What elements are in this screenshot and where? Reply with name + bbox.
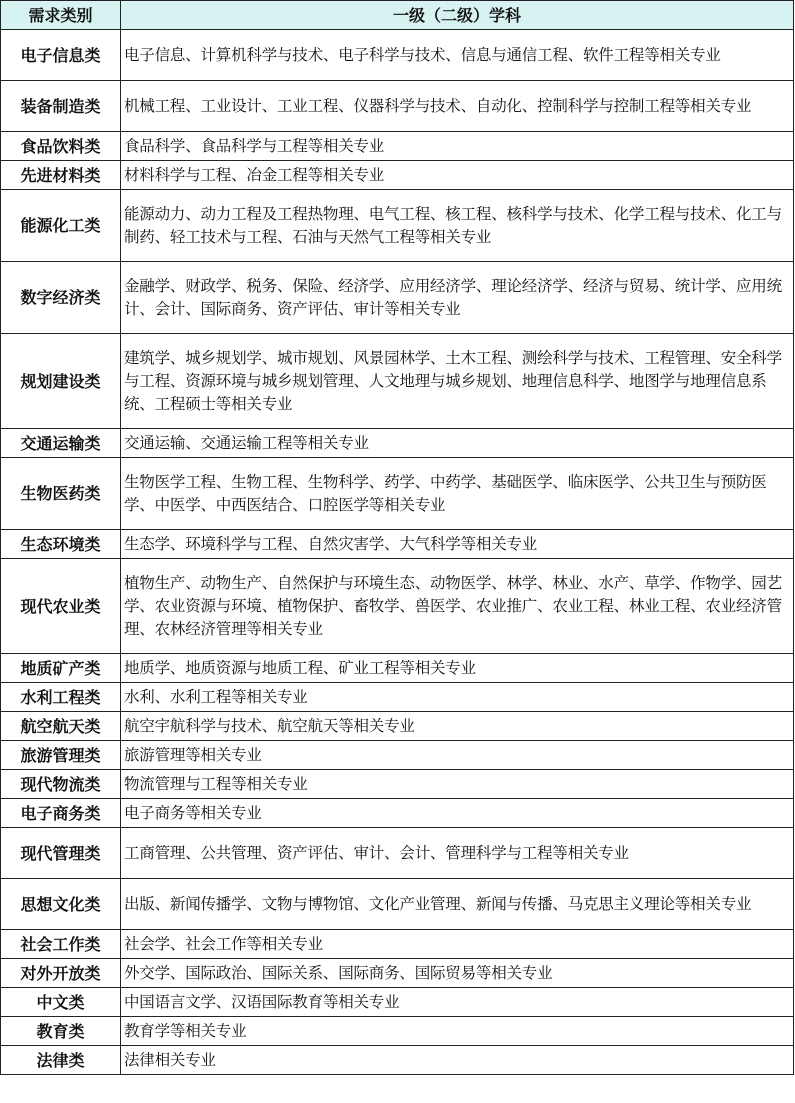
table-row: [1, 458, 794, 530]
category-cell: 食品饮料类: [1, 132, 121, 161]
category-cell: 中文类: [1, 988, 121, 1017]
table-row: [1, 190, 794, 262]
table-row: [1, 559, 794, 654]
table-row: [1, 262, 794, 334]
subjects-cell: 植物生产、动物生产、自然保护与环境生态、动物医学、林学、林业、水产、草学、作物学、园艺学、农业资源与环境、植物保护、畜牧学、兽医学、农业推广、农业工程、林业工程、农业经济管理、农林经济管理等相关专业: [121, 559, 794, 654]
subjects-cell: 航空宇航科学与技术、航空航天等相关专业: [121, 712, 794, 741]
category-cell: 电子商务类: [1, 799, 121, 828]
subjects-cell: 教育学等相关专业: [121, 1017, 794, 1046]
header-category: 需求类别: [1, 1, 121, 30]
table-row: [1, 770, 794, 799]
table-row: [1, 683, 794, 712]
subjects-cell: 交通运输、交通运输工程等相关专业: [121, 429, 794, 458]
table-row: [1, 959, 794, 988]
subjects-cell: 工商管理、公共管理、资产评估、审计、会计、管理科学与工程等相关专业: [121, 828, 794, 879]
table-row: [1, 879, 794, 930]
subjects-cell: 出版、新闻传播学、文物与博物馆、文化产业管理、新闻与传播、马克思主义理论等相关专业: [121, 879, 794, 930]
subjects-cell: 食品科学、食品科学与工程等相关专业: [121, 132, 794, 161]
subjects-cell: 生态学、环境科学与工程、自然灾害学、大气科学等相关专业: [121, 530, 794, 559]
category-cell: 对外开放类: [1, 959, 121, 988]
table-row: [1, 799, 794, 828]
table-row: [1, 530, 794, 559]
subjects-cell: 外交学、国际政治、国际关系、国际商务、国际贸易等相关专业: [121, 959, 794, 988]
category-cell: 法律类: [1, 1046, 121, 1075]
subjects-cell: 旅游管理等相关专业: [121, 741, 794, 770]
category-cell: 现代物流类: [1, 770, 121, 799]
table-row: [1, 1046, 794, 1075]
table-row: [1, 930, 794, 959]
table-header-row: [1, 1, 794, 30]
table-body: [1, 30, 794, 1075]
table-row: [1, 741, 794, 770]
category-cell: 思想文化类: [1, 879, 121, 930]
category-cell: 社会工作类: [1, 930, 121, 959]
table-row: [1, 1017, 794, 1046]
subjects-cell: 金融学、财政学、税务、保险、经济学、应用经济学、理论经济学、经济与贸易、统计学、应用统计、会计、国际商务、资产评估、审计等相关专业: [121, 262, 794, 334]
category-cell: 现代管理类: [1, 828, 121, 879]
category-cell: 旅游管理类: [1, 741, 121, 770]
subjects-cell: 电子商务等相关专业: [121, 799, 794, 828]
table-row: [1, 429, 794, 458]
subjects-cell: 地质学、地质资源与地质工程、矿业工程等相关专业: [121, 654, 794, 683]
category-cell: 能源化工类: [1, 190, 121, 262]
header-subjects: 一级（二级）学科: [121, 1, 794, 30]
subjects-cell: 生物医学工程、生物工程、生物科学、药学、中药学、基础医学、临床医学、公共卫生与预防医学、中医学、中西医结合、口腔医学等相关专业: [121, 458, 794, 530]
subjects-cell: 水利、水利工程等相关专业: [121, 683, 794, 712]
subjects-cell: 建筑学、城乡规划学、城市规划、风景园林学、土木工程、测绘科学与技术、工程管理、安全科学与工程、资源环境与城乡规划管理、人文地理与城乡规划、地理信息科学、地图学与地理信息系统、工程硕士等相关专业: [121, 334, 794, 429]
table-row: [1, 654, 794, 683]
table-row: [1, 30, 794, 81]
subjects-cell: 社会学、社会工作等相关专业: [121, 930, 794, 959]
category-cell: 电子信息类: [1, 30, 121, 81]
category-cell: 先进材料类: [1, 161, 121, 190]
category-cell: 规划建设类: [1, 334, 121, 429]
category-cell: 水利工程类: [1, 683, 121, 712]
category-cell: 数字经济类: [1, 262, 121, 334]
category-cell: 航空航天类: [1, 712, 121, 741]
subjects-cell: 机械工程、工业设计、工业工程、仪器科学与技术、自动化、控制科学与控制工程等相关专业: [121, 81, 794, 132]
subjects-cell: 法律相关专业: [121, 1046, 794, 1075]
category-cell: 地质矿产类: [1, 654, 121, 683]
table-row: [1, 81, 794, 132]
subjects-cell: 电子信息、计算机科学与技术、电子科学与技术、信息与通信工程、软件工程等相关专业: [121, 30, 794, 81]
category-cell: 现代农业类: [1, 559, 121, 654]
table-row: [1, 132, 794, 161]
table-row: [1, 988, 794, 1017]
subjects-cell: 中国语言文学、汉语国际教育等相关专业: [121, 988, 794, 1017]
table-row: [1, 161, 794, 190]
category-cell: 交通运输类: [1, 429, 121, 458]
table-row: [1, 334, 794, 429]
table-row: [1, 712, 794, 741]
table-row: [1, 828, 794, 879]
subjects-cell: 物流管理与工程等相关专业: [121, 770, 794, 799]
subjects-cell: 材料科学与工程、冶金工程等相关专业: [121, 161, 794, 190]
category-cell: 生态环境类: [1, 530, 121, 559]
category-cell: 装备制造类: [1, 81, 121, 132]
category-cell: 生物医药类: [1, 458, 121, 530]
category-cell: 教育类: [1, 1017, 121, 1046]
subjects-cell: 能源动力、动力工程及工程热物理、电气工程、核工程、核科学与技术、化学工程与技术、化工与制药、轻工技术与工程、石油与天然气工程等相关专业: [121, 190, 794, 262]
